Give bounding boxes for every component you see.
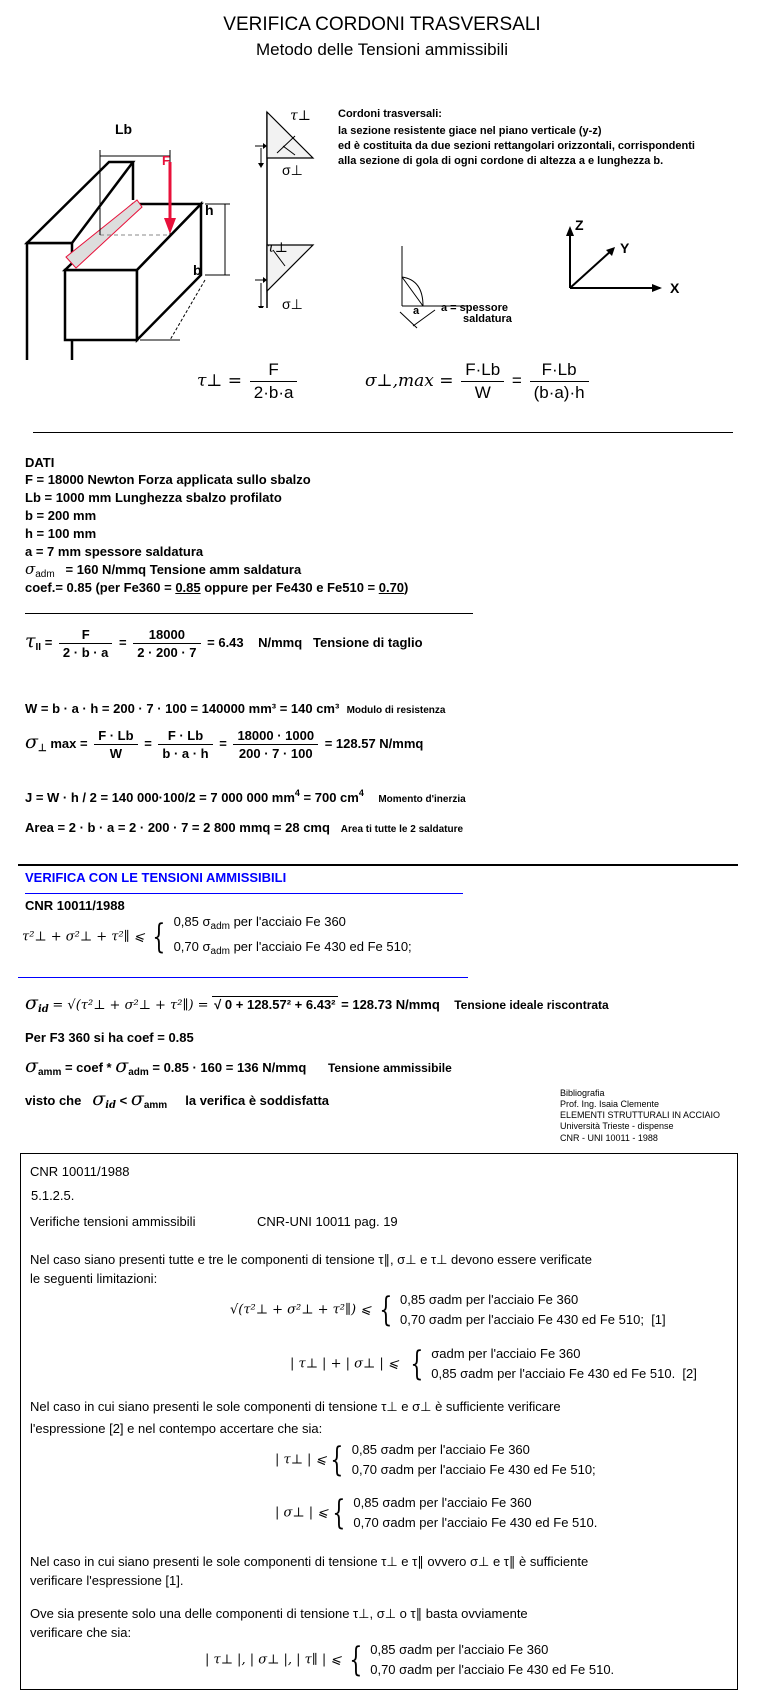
axis-x-label: X [670,280,680,296]
excerpt-paragraph: le seguenti limitazioni: [30,1271,158,1286]
excerpt-eq5: | τ⊥ |, | σ⊥ |, | τ∥ | ⩽ { 0,85 σadm per l'acciaio Fe 360 0,70 σadm per l'acciaio Fe 430 ed Fe 510. [205,1640,615,1680]
a-description: a = spessore [441,302,508,314]
stress-triangles-diagram [255,108,335,308]
description-heading: Cordoni trasversali: [338,108,442,120]
excerpt-paragraph: Ove sia presente solo una delle componenti di tensione τ⊥, σ⊥ o τ∥ basta ovviamente [30,1606,528,1621]
excerpt-paragraph: verificare l'espressione [1]. [30,1573,184,1588]
verification-result: visto che $\sigma_{id} < \sigma_{amm}$ la verifica è soddisfatta [25,1088,330,1111]
sigma-label-bottom: σ⊥ [282,296,303,312]
blue-divider [25,893,463,894]
excerpt-paragraph: Nel caso in cui siano presenti le sole componenti di tensione τ⊥ e σ⊥ è sufficiente verificare [30,1399,561,1414]
excerpt-eq1: √(τ²⊥ + σ²⊥ + τ²∥) ⩽ { 0,85 σadm per l'acciaio Fe 360 0,70 σadm per l'acciaio Fe 430 ed Fe 510; [1] [230,1290,666,1330]
axis-y-label: Y [620,240,630,256]
dati-coef: coef.= 0.85 (per Fe360 = 0.85 oppure per Fe430 e Fe510 = 0.70) [25,580,409,595]
verifica-norm: CNR 10011/1988 [25,898,125,913]
weld-isometric-diagram [20,110,230,360]
tau-label-top: τ⊥ [290,108,311,124]
label-b: b [193,262,202,278]
axes-diagram [560,222,680,312]
excerpt-ref: CNR-UNI 10011 pag. 19 [257,1214,398,1229]
j-calculation: J = W · h / 2 = 140 000·100/2 = 7 000 000 $mm^4 = 700$ $cm^4$ Momento d'inerzia [25,788,466,805]
label-a: a [413,305,420,317]
dati-h: h = 100 mm [25,526,97,541]
axis-z-label: Z [575,217,584,233]
excerpt-title: Verifiche tensioni ammissibili [30,1214,196,1229]
excerpt-paragraph: Nel caso in cui siano presenti le sole componenti di tensione τ⊥ e τ∥ ovvero σ⊥ e τ∥ è sufficiente [30,1554,589,1569]
excerpt-eq2: | τ⊥ | + | σ⊥ | ⩽ { σadm per l'acciaio Fe 360 0,85 σadm per l'acciaio Fe 430 ed Fe 510. [2] [290,1344,697,1384]
label-force: F [162,153,170,168]
blue-divider [18,977,468,978]
a-description-2: saldatura [463,313,512,325]
label-h: h [205,202,214,218]
tau-formula: τ⊥ = $\frac{F}{2\cdot b\cdot a}$ [197,360,300,403]
sigma-id-calculation: $\sigma_{id}$ = √(τ²⊥ + σ²⊥ + τ²∥) = √ 0 + 128.57² + 6.43² = 128.73 N/mmq Tensione ideale riscontrata [25,992,609,1015]
tau-calculation: $\tau_{II}$ = $\frac{F}{2 \cdot b \cdot a}$ = $\frac{18000}{2 \cdot 200 \cdot 7}$ = 6.43 N/mmq Tensione di taglio [25,627,423,660]
sigma-max-formula: σ⊥,max = $\frac{F\cdot Lb}{W}$ = $\frac{F\cdot Lb}{(b\cdot a)\cdot h}$ [365,360,592,403]
dati-sigma-adm: $\sigma_{adm}$ = 160 N/mmq Tensione amm saldatura [25,560,302,580]
bibliography: Bibliografia Prof. Ing. Isaia Clemente ELEMENTI STRUTTURALI IN ACCIAIO Università Trieste - dispense CNR - UNI 10011 - 1988 [560,1088,721,1143]
area-calculation: Area = 2 · b · a = 2 · 200 · 7 = 2 800 mmq = 28 cmq Area ti tutte le 2 saldature [25,820,464,835]
sigma-amm-calculation: $\sigma_{amm}$ = coef * $\sigma_{adm} = 0.85 \cdot 160 = 136$ N/mmq Tensione ammissibile [25,1055,452,1078]
divider [33,432,733,433]
beam-front [65,270,137,340]
dati-heading: DATI [25,455,55,470]
excerpt-eq3: | τ⊥ | ⩽ { 0,85 σadm per l'acciaio Fe 360 0,70 σadm per l'acciaio Fe 430 ed Fe 510; [275,1440,596,1480]
description-line: alla sezione di gola di ogni cordone di altezza a e lunghezza b. [338,155,664,167]
excerpt-norm: CNR 10011/1988 [30,1164,130,1179]
verifica-inequality: τ²⊥ + σ²⊥ + τ²∥ ⩽ { 0,85 $\sigma_{adm}$ per l'acciaio Fe 360 0,70 $\sigma_{adm}$ per l'acciaio Fe 430 ed Fe 510; [22,914,412,957]
tau-label-bottom: τ⊥ [267,240,288,256]
label-lb: Lb [115,121,133,137]
verifica-heading: VERIFICA CON LE TENSIONI AMMISSIBILI [25,870,287,885]
dati-lb: Lb = 1000 mm Lunghezza sbalzo profilato [25,490,282,505]
description-line: ed è costituita da due sezioni rettangolari orizzontali, corrispondenti [338,140,695,152]
excerpt-paragraph: Nel caso siano presenti tutte e tre le componenti di tensione τ∥, σ⊥ e τ⊥ devono essere verificate [30,1252,592,1267]
w-calculation: W = b · a · h = 200 · 7 · 100 = 140000 mm³ = 140 cm³ Modulo di resistenza [25,701,446,716]
excerpt-paragraph: verificare che sia: [30,1625,132,1640]
sigma-label-top: σ⊥ [282,162,303,178]
divider [25,613,473,614]
excerpt-paragraph: l'espressione [2] e nel contempo accertare che sia: [30,1421,323,1436]
dati-a: a = 7 mm spessore saldatura [25,544,204,559]
page-title: VERIFICA CORDONI TRASVERSALI [223,14,541,35]
description-line: la sezione resistente giace nel piano verticale (y-z) [338,125,602,137]
sigma-max-calculation: $\sigma_\perp$ max = $\frac{F \cdot Lb}{W}$ = $\frac{F \cdot Lb}{b \cdot a \cdot h}$ = $\frac{18000 \cdot 1000}{200 \cdot 7 \cdot 100}$ = 128.57 N/mmq [25,728,424,761]
excerpt-eq4: | σ⊥ | ⩽ { 0,85 σadm per l'acciaio Fe 360 0,70 σadm per l'acciaio Fe 430 ed Fe 510. [275,1493,598,1533]
page-subtitle: Metodo delle Tensioni ammissibili [256,40,508,59]
dati-force: F = 18000 Newton Forza applicata sullo sbalzo [25,472,311,487]
divider [18,864,738,866]
dati-b: b = 200 mm [25,508,97,523]
excerpt-section: 5.1.2.5. [31,1188,75,1203]
coef-line: Per F3 360 si ha coef = 0.85 [25,1030,194,1045]
